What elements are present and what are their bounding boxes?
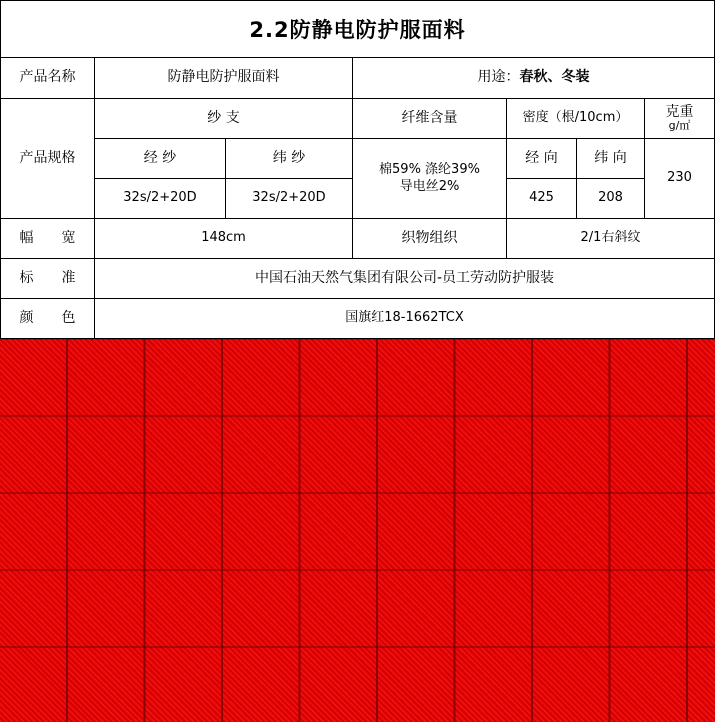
fiber-line-2: 导电丝2% [399, 178, 460, 194]
usage-value: 春秋、冬装 [519, 69, 590, 86]
width-label: 幅 宽 [0, 219, 95, 259]
standard-label: 标 准 [0, 259, 95, 299]
weave-value: 2/1右斜纹 [507, 219, 715, 259]
fabric-swatch-image [0, 339, 715, 722]
weft-yarn-header: 纬 纱 [226, 139, 353, 179]
weight-unit: g/㎡ [668, 119, 691, 133]
width-value: 148cm [95, 219, 353, 259]
product-name-label: 产品名称 [0, 58, 95, 99]
color-value: 国旗红18-1662TCX [95, 299, 715, 339]
fiber-line-1: 棉59% 涤纶39% [379, 162, 480, 178]
weight-header [645, 99, 715, 139]
weft-direction-header: 纬 向 [577, 139, 645, 179]
fiber-content-header: 纤维含量 [353, 99, 507, 139]
warp-yarn-header: 经 纱 [95, 139, 226, 179]
usage-cell [353, 58, 715, 99]
usage-label: 用途： [477, 69, 520, 86]
warp-density-value: 425 [507, 179, 577, 219]
standard-value: 中国石油天然气集团有限公司-员工劳动防护服装 [95, 259, 715, 299]
density-header: 密度（根/10cm） [507, 99, 645, 139]
weave-label: 织物组织 [353, 219, 507, 259]
weight-label: 克重 [665, 103, 694, 120]
spec-label: 产品规格 [0, 99, 95, 219]
weft-density-value: 208 [577, 179, 645, 219]
product-name-value: 防静电防护服面料 [95, 58, 353, 99]
color-label: 颜 色 [0, 299, 95, 339]
page-title: 2.2防静电防护服面料 [0, 0, 715, 58]
yarn-count-header: 纱 支 [95, 99, 353, 139]
warp-yarn-value: 32s/2+20D [95, 179, 226, 219]
fiber-content-value [353, 139, 507, 219]
warp-direction-header: 经 向 [507, 139, 577, 179]
weft-yarn-value: 32s/2+20D [226, 179, 353, 219]
weight-value: 230 [645, 139, 715, 219]
